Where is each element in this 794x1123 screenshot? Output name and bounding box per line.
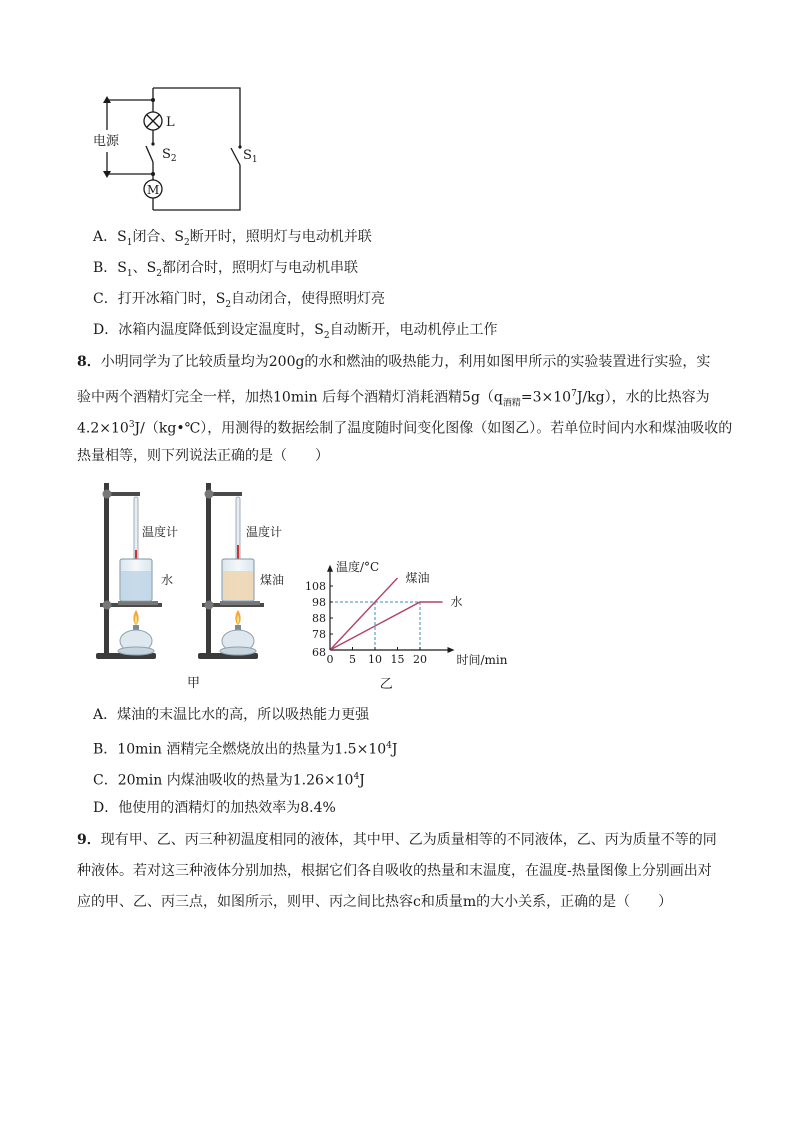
x-tick-label-4: 20 [413,653,427,666]
y-tick-label-0: 68 [312,646,326,659]
x-axis-arrow [448,647,455,653]
y-tick-label-3: 98 [312,596,326,609]
x-tick-label-2: 10 [368,653,382,666]
liquid-label-kerosene: 煤油 [260,573,285,587]
q8-line-4: 热量相等，则下列说法正确的是（ ） [77,448,329,464]
series-line-1 [330,602,443,650]
x-tick-label-3: 15 [390,653,405,666]
thermometer-label-2: 温度计 [246,525,283,539]
switch2-label: S [162,147,171,162]
stand-1 [96,483,162,659]
switch1-sub: 1 [251,155,258,165]
q8-line-2: 验中两个酒精灯完全一样，加热10min 后每个酒精灯消耗酒精$5g(q_{酒精}=3\times 10^7J/kg)$，水的比热容为 [77,389,710,409]
q9-line-3: 应的甲、乙、丙三点，如图所示，则甲、丙之间比热容c和质量m的大小关系，正确的是（ ） [77,894,673,910]
temperature-time-chart [300,515,510,695]
switch2-sub: 2 [170,154,177,164]
stand-2 [198,483,264,659]
figure-caption-yi: 乙 [379,677,393,692]
q9-line-1: 9．现有甲、乙、丙三种初温度相同的液体，其中甲、乙为质量相等的不同液体，乙、丙为质量不等的同 [77,832,717,848]
y-axis-arrow [327,565,333,572]
q8-number: 8． [77,354,101,370]
q9-number: 9． [77,832,101,848]
series-label-1: 水 [450,595,463,609]
circuit-diagram [85,82,275,217]
apparatus-figure [90,475,300,690]
switch1-label: S [243,148,252,163]
x-tick-label-1: 5 [349,653,356,666]
q8-option-b: B．10min 酒精完全燃烧放出的热量为$1.5\times 10^4J$ [93,741,398,758]
svg-text:S1 [243,148,258,165]
y-tick-label-1: 78 [312,628,326,641]
q8-option-d: D．他使用的酒精灯的加热效率为8.4% [93,800,336,816]
q9-line-2: 种液体。若对这三种液体分别加热，根据它们各自吸收的热量和末温度，在温度-热量图像上分别画出对 [77,863,712,879]
lamp-label: L [166,115,175,130]
q8-line-1: 8．小明同学为了比较质量均为200g的水和燃油的吸热能力，利用如图甲所示的实验装置进行实验，实 [77,354,711,370]
y-tick-label-4: 108 [305,580,326,593]
thermometer-label-1: 温度计 [142,525,179,539]
svg-text:S2 [162,147,177,164]
power-label: 电源 [93,134,120,149]
q8-option-c: C．20min 内煤油吸收的热量为$1.26\times 10^4J$ [93,772,365,789]
q7-option-a: A．$S_1$闭合、$S_2$断开时，照明灯与电动机并联 [93,229,372,248]
series-line-0 [330,578,398,650]
q8-option-a: A．煤油的末温比水的高，所以吸热能力更强 [93,707,370,723]
q7-option-d: D．冰箱内温度降低到设定温度时，$S_2$自动断开，电动机停止工作 [93,322,498,341]
y-tick-label-2: 88 [312,612,326,625]
y-axis-label: 温度/°C [336,559,380,574]
q7-option-b: B．$S_1$、$S_2$都闭合时，照明灯与电动机串联 [93,260,358,279]
q8-line-3: $4.2\times 10^3J/(kg•℃)$，用测得的数据绘制了温度随时间变化图像（如图乙）。若单位时间内水和煤油吸收的 [77,420,733,437]
motor-label: M [147,183,160,197]
series-label-0: 煤油 [405,571,430,585]
q7-option-c: C．打开冰箱门时，$S_2$自动闭合，使得照明灯亮 [93,291,386,310]
x-tick-label-0: 0 [326,653,334,666]
figure-caption-jia: 甲 [187,676,201,690]
liquid-label-water: 水 [161,573,174,587]
x-axis-label: 时间/min [456,653,508,667]
